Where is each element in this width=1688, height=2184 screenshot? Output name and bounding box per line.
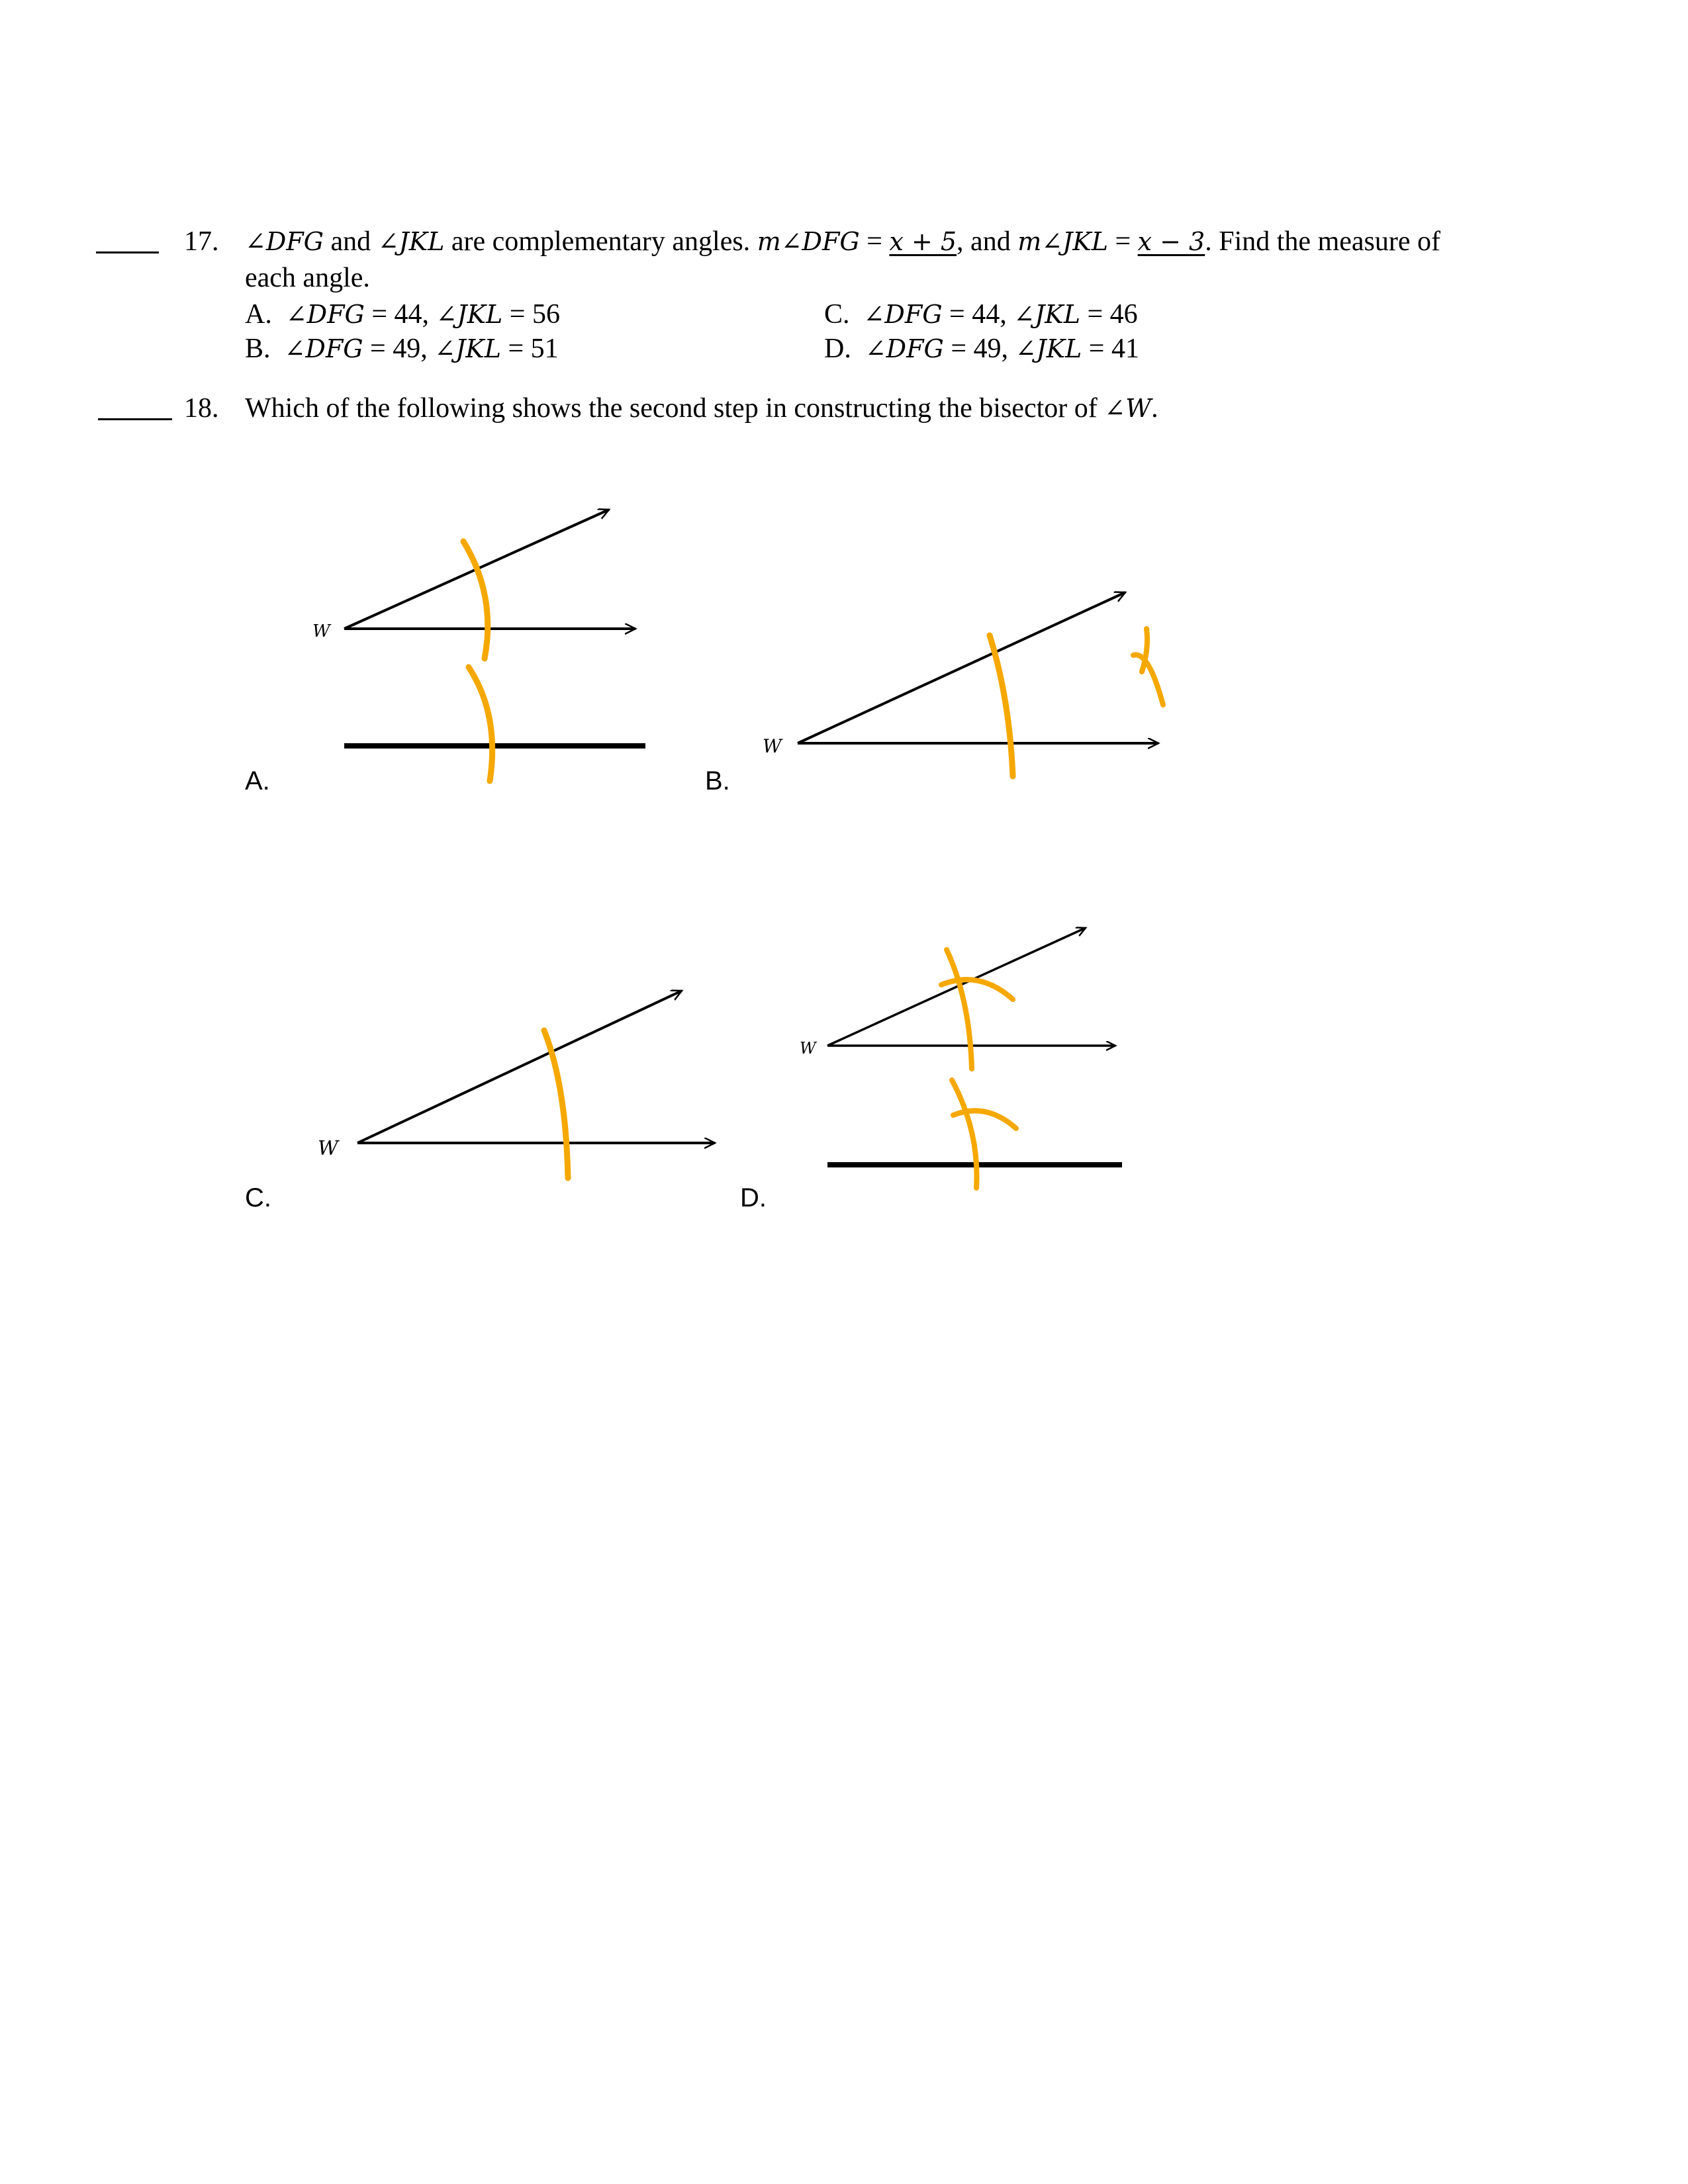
q17-option-c[interactable]: C. ∠DFG = 44, ∠JKL = 46 <box>824 299 1138 330</box>
angle-jkl: ∠JKL <box>377 227 445 256</box>
arc-on-segment <box>952 1080 977 1188</box>
figure-b-label: B. <box>705 766 730 796</box>
vertex-label-w: W <box>312 621 330 641</box>
figure-option-a[interactable] <box>298 490 669 801</box>
measure-dfg: m∠DFG <box>757 227 860 256</box>
figure-c-label: C. <box>245 1183 271 1212</box>
arc-crossing-segment <box>953 1111 1016 1128</box>
figure-option-b[interactable] <box>748 572 1178 791</box>
figure-a-label: A. <box>245 766 270 796</box>
q17-option-b[interactable]: B. ∠DFG = 49, ∠JKL = 51 <box>245 334 559 364</box>
question-17-number: 17. <box>184 226 219 257</box>
arc-on-segment <box>469 667 492 781</box>
arc-on-angle <box>463 541 488 659</box>
question-18-number: 18. <box>184 393 219 424</box>
vertex-label-w: W <box>763 735 782 757</box>
vertex-label-w: W <box>318 1137 338 1160</box>
q17-option-d[interactable]: D. ∠DFG = 49, ∠JKL = 41 <box>824 334 1139 364</box>
question-17-line2: each angle. <box>245 263 370 293</box>
arc-mark-cross <box>1133 655 1163 705</box>
measure-jkl: m∠JKL <box>1017 227 1108 256</box>
figure-option-c[interactable] <box>305 976 728 1201</box>
answer-blank-17[interactable] <box>96 251 159 253</box>
ray-upper <box>357 991 682 1143</box>
arc-on-angle <box>990 635 1013 776</box>
expression-x-plus-5: x + 5 <box>889 227 957 256</box>
figure-option-d[interactable] <box>788 907 1132 1198</box>
angle-dfg: ∠DFG <box>245 227 324 256</box>
angle-w: ∠W <box>1104 394 1152 423</box>
ray-upper <box>798 592 1125 743</box>
q17-option-a[interactable]: A. ∠DFG = 44, ∠JKL = 56 <box>245 299 560 330</box>
arc-on-angle <box>947 950 972 1069</box>
expression-x-minus-3: x − 3 <box>1137 227 1205 256</box>
answer-blank-18[interactable] <box>98 418 172 420</box>
vertex-label-w: W <box>800 1039 816 1058</box>
question-18-statement: Which of the following shows the second step in constructing the bisector of ∠W. <box>245 393 1158 424</box>
question-17-statement: ∠DFG and ∠JKL are complementary angles. m∠DFG = x + 5, and m∠JKL = x − 3. Find the measure of <box>245 226 1440 257</box>
figure-d-label: D. <box>740 1183 767 1212</box>
ray-upper <box>827 928 1086 1046</box>
